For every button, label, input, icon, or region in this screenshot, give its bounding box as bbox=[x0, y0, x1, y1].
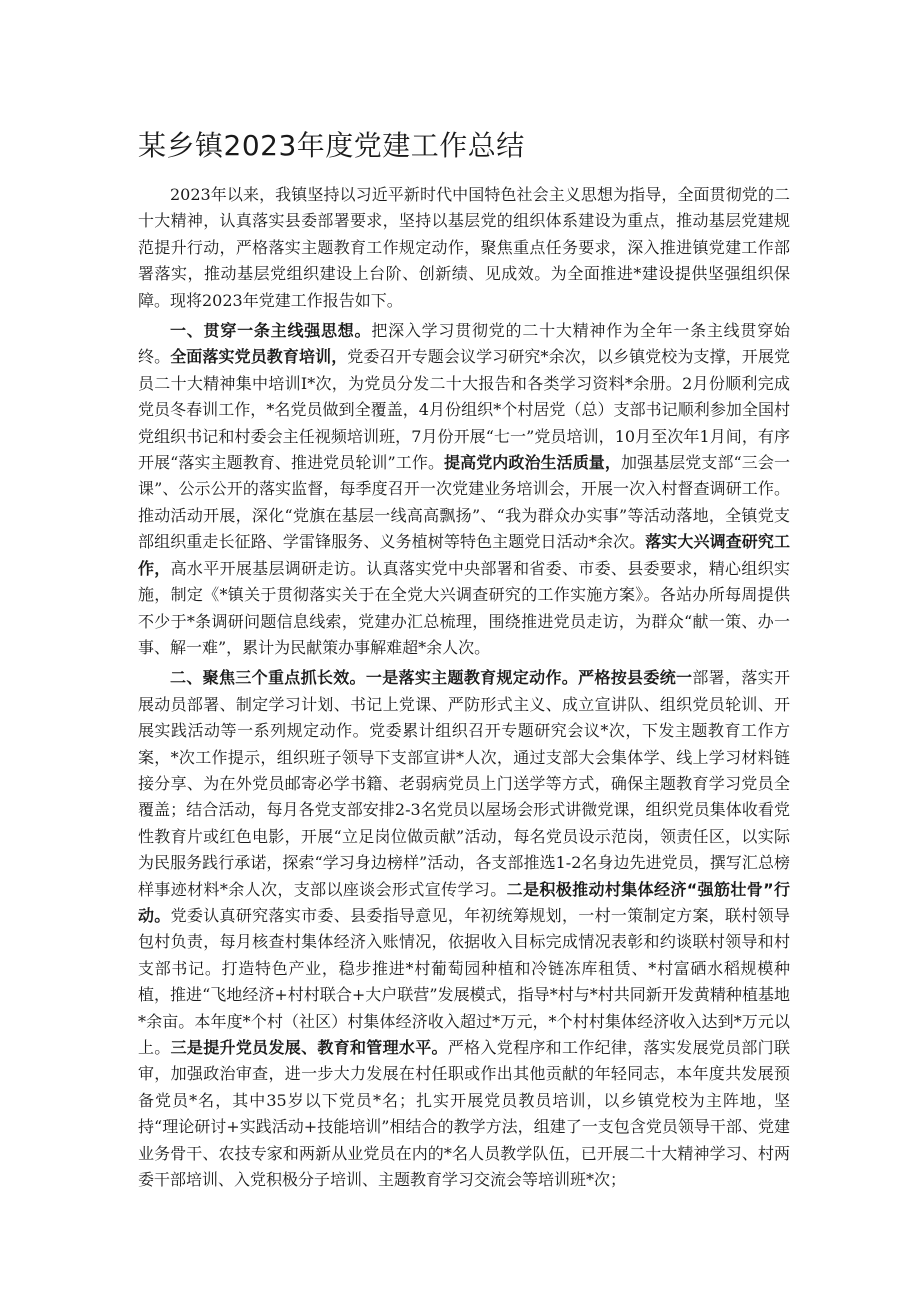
section-2-heading: 二、聚焦三个重点抓长效。一是落实主题教育规定动作。严格按县委统一 bbox=[170, 668, 693, 688]
section-1-sub2-heading: 提高党内政治生活质量， bbox=[444, 453, 621, 473]
section-2-text-2: 党委认真研究落实市委、县委指导意见，年初统筹规划，一村一策制定方案，联村领导包村负责，每月核查村集体经济入账情况，依据收入目标完成情况表彰和约谈联村领导和村支部书记。打造特色产业，稳步推进*村葡萄园种植和冷链冻库租赁、*村富硒水稻规模种植，推进“飞地经济+村村联合+大户联营”发展模式，指导*村与*村共同新开发黄精种植基地*余亩。本年度*个村（社区）村集体经济收入超过*万元，*个村村集体经济收入达到*万元以上。 bbox=[138, 905, 790, 1057]
intro-paragraph: 2023年以来，我镇坚持以习近平新时代中国特色社会主义思想为指导，全面贯彻党的二十大精神，认真落实县委部署要求，坚持以基层党的组织体系建设为重点，推动基层党建规范提升行动，严格落实主题教育工作规定动作，聚焦重点任务要求，深入推进镇党建工作部署落实，推动基层党组织建设上台阶、创新绩、见成效。为全面推进*建设提供坚强组织保障。现将2023年党建工作报告如下。 bbox=[138, 185, 790, 310]
section-1-sub2-text: 加强基层党支部“三会一课”、公示公开的落实监督，每季度召开一次党建业务培训会，开展一次入村督查调研工作。推动活动开展，深化“党旗在基层一线高高飘扬”、“我为群众办实事”等活动落地，全镇党支部组织重走长征路、学雷锋服务、义务植树等特色主题党日活动*余次。 bbox=[138, 453, 790, 552]
section-1-heading: 一、贯穿一条主线强思想。 bbox=[170, 321, 372, 341]
section-1-paragraph bbox=[138, 318, 790, 661]
section-2-sub3-heading: 三是提升党员发展、教育和管理水平。 bbox=[170, 1038, 448, 1057]
section-2-sub2-heading: 二是积极推动村集体经济“强筋壮骨”行动。 bbox=[138, 879, 790, 925]
document-page bbox=[138, 124, 790, 1197]
section-1-sub1-heading: 全面落实党员教育培训， bbox=[170, 347, 348, 367]
section-2-text-3: 严格入党程序和工作纪律，落实发展党员部门联审，加强政治审查，进一步大力发展在村任职或作出其他贡献的年轻同志，本年度共发展预备党员*名，其中35岁以下党员*名；扎实开展党员教员培训，以乡镇党校为主阵地，坚持“理论研讨+实践活动+技能培训”相结合的教学方法，组建了一支包含党员领导干部、党建业务骨干、农技专家和两新从业党员在内的*名人员教学队伍，已开展二十大精神学习、村两委干部培训、入党积极分子培训、主题教育学习交流会等培训班*次； bbox=[138, 1038, 790, 1190]
section-1-sub3-text: 高水平开展基层调研走访。认真落实党中央部署和省委、市委、县委要求，精心组织实施，制定《*镇关于贯彻落实关于在全党大兴调查研究的工作实施方案》。各站办所每周提供不少于*条调研问题信息线索，党建办汇总梳理，围绕推进党员走访，为群众“献一策、办一事、解一难”，累计为民献策办事解难超*余人次。 bbox=[138, 558, 790, 657]
section-1-sub1-text: 党委召开专题会议学习研究*余次，以乡镇党校为支撑，开展党员二十大精神集中培训I*次，为党员分发二十大报告和各类学习资料*余册。2月份顺利完成党员冬春训工作，*名党员做到全覆盖，4月份组织*个村居党（总）支部书记顺利参加全国村党组织书记和村委会主任视频培训班，7月份开展“七一”党员培训，10月至次年1月间，有序开展“落实主题教育、推进党员轮训”工作。 bbox=[138, 347, 790, 473]
section-1-sub3-heading: 落实大兴调查研究工作， bbox=[138, 532, 790, 578]
section-1-lead: 把深入学习贯彻党的二十大精神作为全年一条主线贯穿始终。 bbox=[138, 321, 790, 367]
document-title: 某乡镇2023年度党建工作总结 bbox=[138, 129, 525, 162]
section-2-paragraph bbox=[138, 665, 790, 1193]
section-2-text-1: 部署，落实开展动员部署、制定学习计划、书记上党课、严防形式主义、成立宣讲队、组织党员轮训、开展实践活动等一系列规定动作。党委累计组织召开专题研究会议*次，下发主题教育工作方案，*次工作提示，组织班子领导下支部宣讲*人次，通过支部大会集体学、线上学习材料链接分享、为在外党员邮寄必学书籍、老弱病党员上门送学等方式，确保主题教育学习党员全覆盖；结合活动，每月各党支部安排2-3名党员以屋场会形式讲微党课，组织党员集体收看党性教育片或红色电影，开展“立足岗位做贡献”活动，每名党员设示范岗，领责任区，以实际为民服务践行承诺，探索“学习身边榜样”活动，各支部推选1-2名身边先进党员，撰写汇总榜样事迹材料*余人次，支部以座谈会形式宣传学习。 bbox=[138, 668, 790, 899]
